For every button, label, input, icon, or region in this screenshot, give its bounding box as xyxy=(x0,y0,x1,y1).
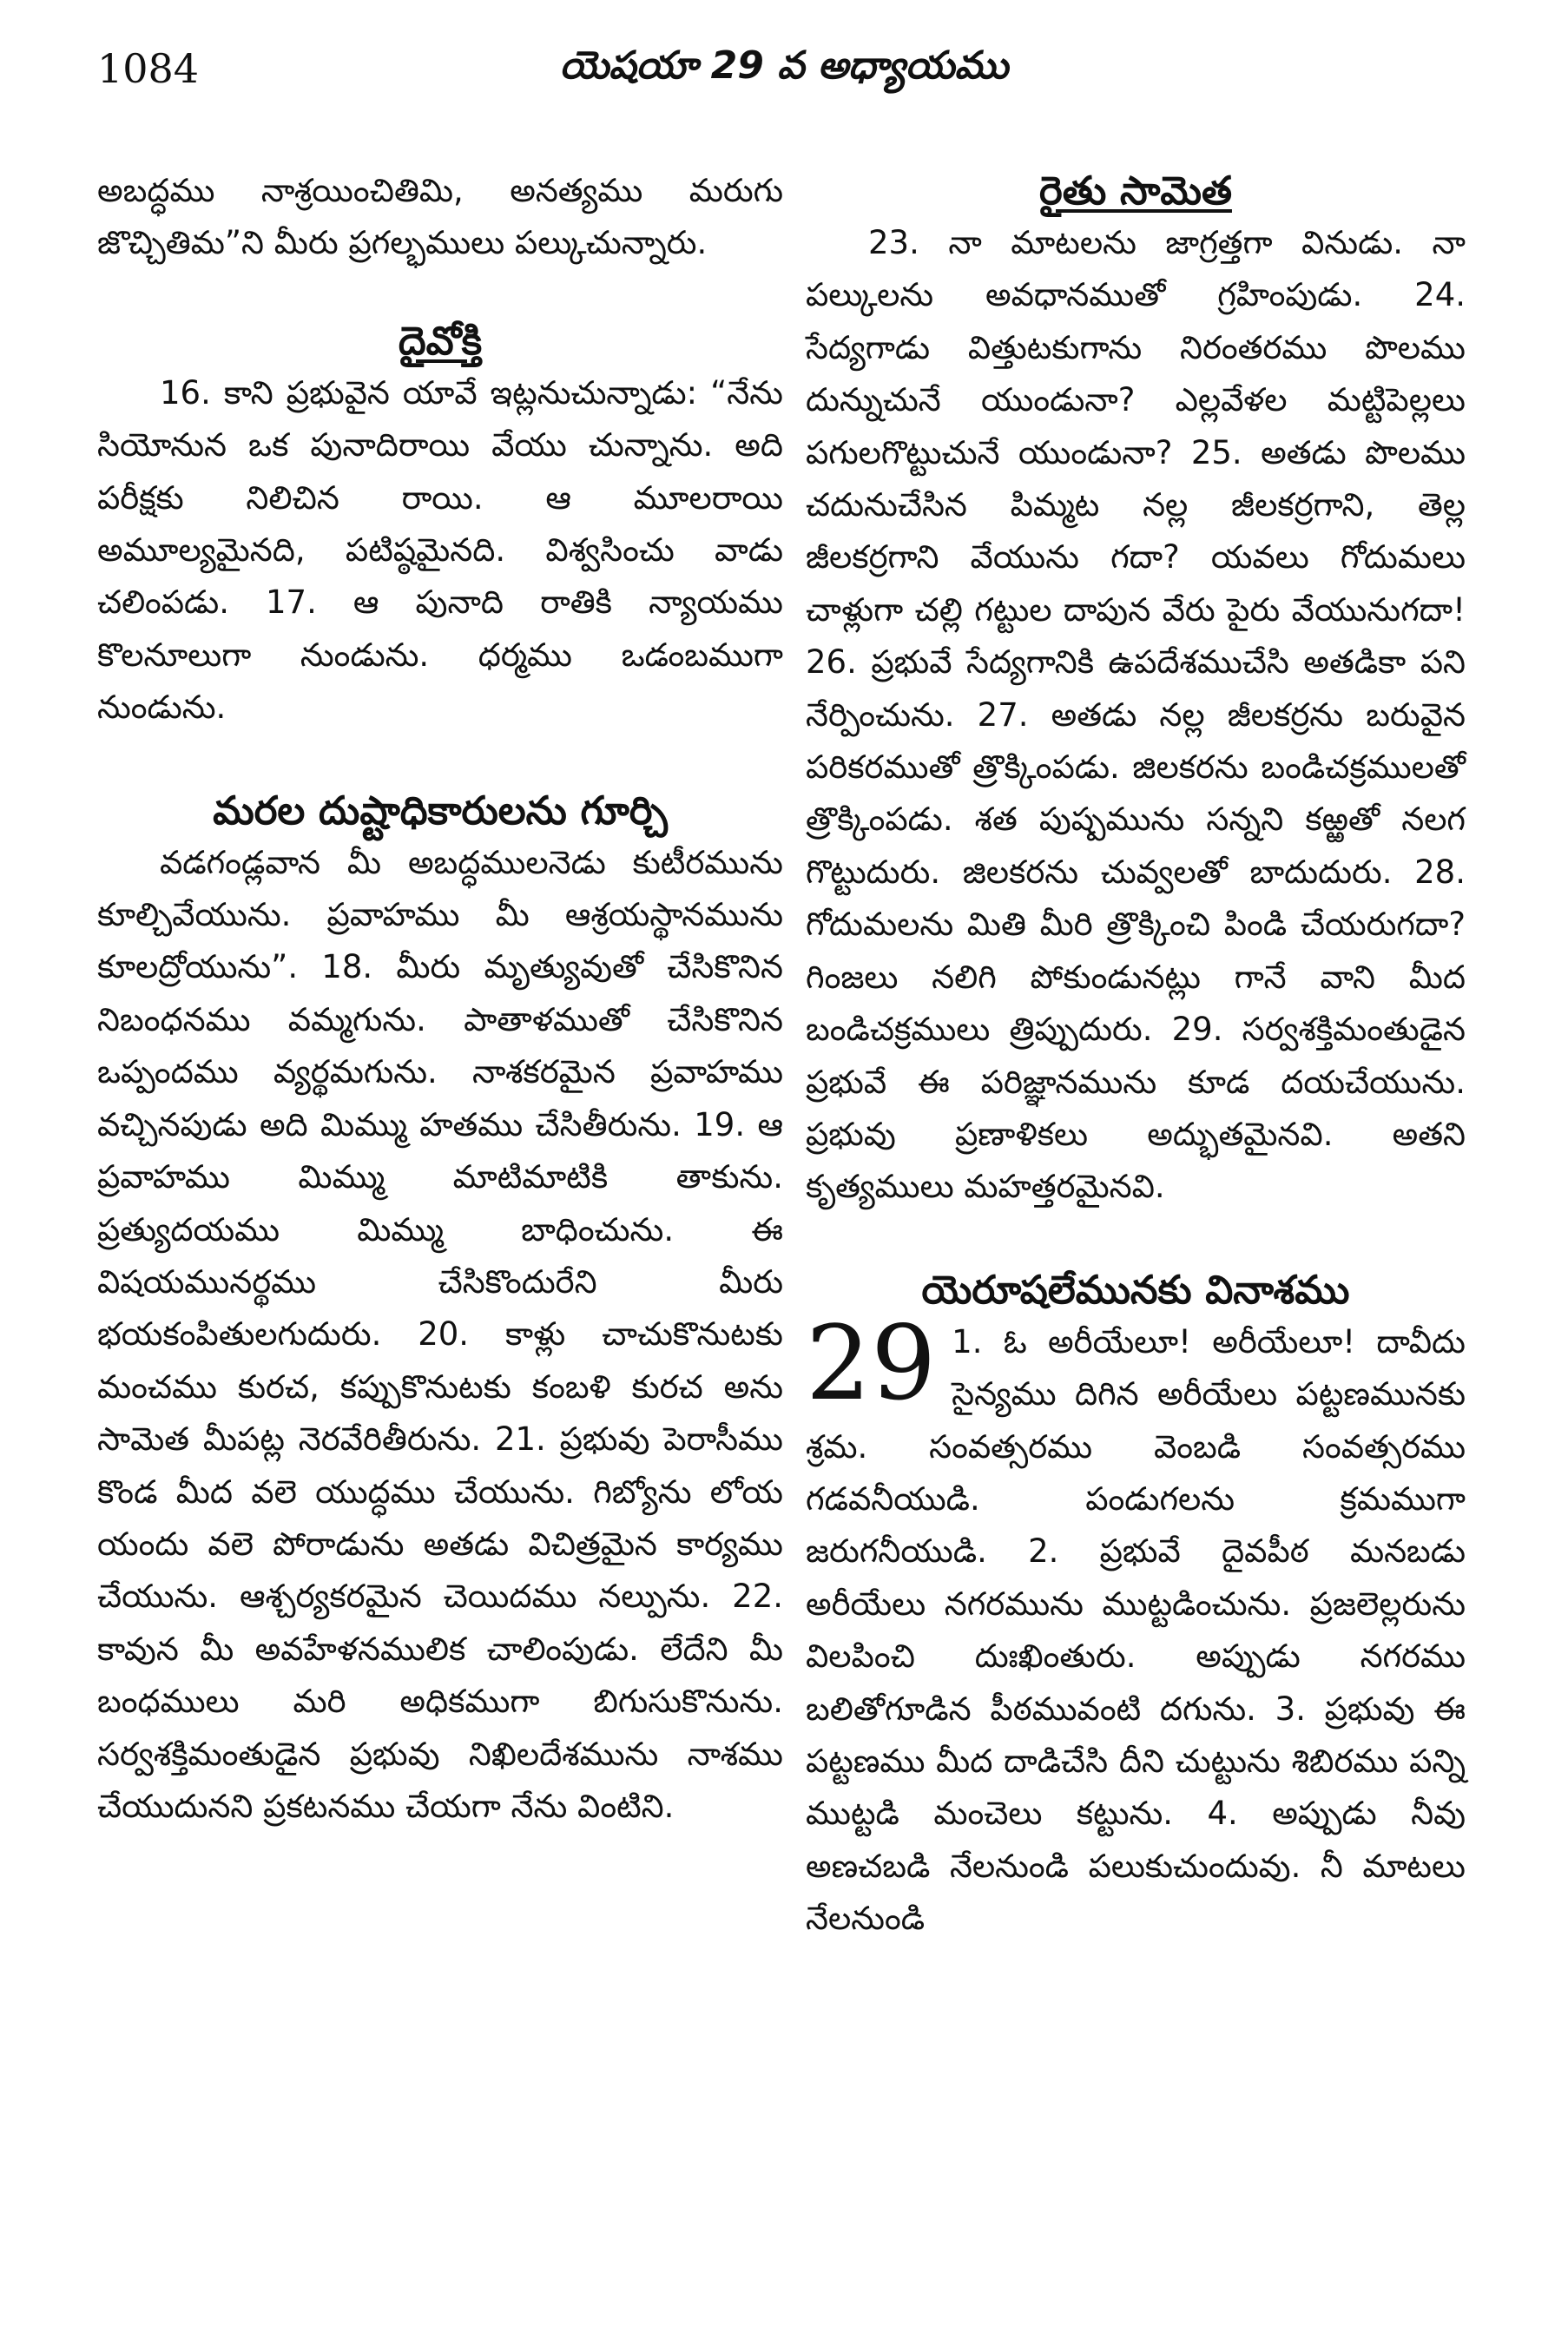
right-paragraph-1: 23. నా మాటలను జాగ్రత్తగా వినుడు. నా పల్కులను అవధానముతో గ్రహింపుడు. 24. సేద్యగాడు విత్తుటకుగాను నిరంతరము పొలము దున్నుచునే యుండునా? ఎల్లవేళల మట్టిపెల్లలు పగులగొట్టుచునే యుండునా? 25. అతడు పొలము చదునుచేసిన పిమ్మట నల్ల జీలకర్రగాని, తెల్ల జీలకర్రగాని వేయును గదా? యవలు గోదుమలు చాళ్లుగా చల్లి గట్టుల దాపున వేరు పైరు వేయునుగదా! 26. ప్రభువే సేద్యగానికి ఉపదేశముచేసి అతడికా పని నేర్పించును. 27. అతడు నల్ల జీలకర్రను బరువైన పరికరముతో త్రొక్కింపడు. జిలకరను బండిచక్రములతో త్రొక్కింపడు. శత పుష్పమును సన్నని కఱ్ఱతో నలగ గొట్టుదురు. జిలకరను చువ్వలతో బాదుదురు. 28. గోదుమలను మితి మీరి త్రొక్కించి పిండి చేయరుగదా? గింజలు నలిగి పోకుండునట్లు గానే వాని మీద బండిచక్రములు త్రిప్పుదురు. 29. సర్వశక్తిమంతుడైన ప్రభువే ఈ పరిజ్ఞానమును కూడ దయచేయును. ప్రభువు ప్రణాళికలు అద్భుతమైనవి. అతని కృత్యములు మహత్తరమైనవి. xyxy=(806,224,1466,1206)
chapter-number: 29 xyxy=(806,1302,937,1423)
section-heading-daivokti xyxy=(97,315,783,367)
right-paragraph-2: 1. ఓ అరీయేలూ! అరీయేలూ! దావీదు సైన్యము దిగిన అరీయేలు పట్టణమునకు శ్రమ. సంవత్సరము వెంబడి సంవత్సరము గడవనీయుడి. పండుగలను క్రమముగా జరుగనీయుడి. 2. ప్రభువే దైవపీఠ మనబడు అరీయేలు నగరమును ముట్టడించును. ప్రజలెల్లరును విలపించి దుఃఖింతురు. అప్పుడు నగరము బలితోగూడిన పీఠమువంటి దగును. 3. ప్రభువు ఈ పట్టణము మీద దాడిచేసి దీని చుట్టును శిబిరము పన్ని ముట్టడి మంచెలు కట్టును. 4. అప్పుడు నీవు అణచబడి నేలనుండి పలుకుచుందువు. నీ మాటలు నేలనుండి xyxy=(806,1322,1466,1938)
running-head: యెషయా 29 వ అధ్యాయము xyxy=(559,43,1009,88)
chapter-29-block xyxy=(806,1302,1466,1946)
left-paragraph-3: వడగండ్లవాన మీ అబద్ధములనెడు కుటీరమును కూల్చివేయును. ప్రవాహము మీ ఆశ్రయస్థానమును కూలద్రోయును”. 18. మీరు మృత్యువుతో చేసికొనిన నిబంధనము వమ్మగును. పాతాళముతో చేసికొనిన ఒప్పందము వ్యర్థమగును. నాశకరమైన ప్రవాహము వచ్చినపుడు అది మిమ్ము హతము చేసితీరును. 19. ఆ ప్రవాహము మిమ్ము మాటిమాటికి తాకును. ప్రత్యుదయము మిమ్ము బాధించును. ఈ విషయమునర్థము చేసికొందురేని మీరు భయకంపితులగుదురు. 20. కాళ్లు చాచుకొనుటకు మంచము కురచ, కప్పుకొనుటకు కంబళి కురచ అను సామెత మీపట్ల నెరవేరితీరును. 21. ప్రభువు పెరాసీము కొండ మీద వలె యుద్ధము చేయును. గిబ్యోను లోయ యందు వలె పోరాడును అతడు విచిత్రమైన కార్యము చేయును. ఆశ్చర్యకరమైన చెయిదము నల్పును. 22. కావున మీ అవహేళనములిక చాలింపుడు. లేదేని మీ బంధములు మరి అధికముగా బిగుసుకొనును. సర్వశక్తిమంతుడైన ప్రభువు నిఖిలదేశమును నాశము చేయుదునని ప్రకటనము చేయగా నేను వింటిని. xyxy=(97,843,783,1825)
right-column xyxy=(806,165,1466,1946)
section-heading-farmer-proverb xyxy=(806,165,1466,217)
section-heading-jerusalem: యెరూషలేమునకు వినాశము xyxy=(921,1266,1350,1313)
left-paragraph-2: 16. కాని ప్రభువైన యావే ఇట్లనుచున్నాడు: “నేను సియోనున ఒక పునాదిరాయి వేయు చున్నాను. అది పరీక్షకు నిలిచిన రాయి. ఆ మూలరాయి అమూల్యమైనది, పటిష్ఠమైనది. విశ్వసించు వాడు చలింపడు. 17. ఆ పునాది రాతికి న్యాయము కొలనూలుగా నుండును. ధర్మము ఒడంబముగా నుండును. xyxy=(97,373,783,727)
section-heading-daivokti-text: దైవోక్తి xyxy=(398,317,483,364)
left-paragraph-1: అబద్ధము నాశ్రయించితిమి, అనత్యము మరుగు జొచ్చితిమ”ని మీరు ప్రగల్భములు పల్కుచున్నారు. xyxy=(97,172,783,262)
section-heading-rulers: మరల దుష్టాధికారులను గూర్చి xyxy=(213,787,668,833)
section-heading-farmer-proverb-text: రైతు సామెత xyxy=(1039,168,1232,214)
left-column xyxy=(97,165,783,1833)
page-number: 1084 xyxy=(97,45,200,92)
